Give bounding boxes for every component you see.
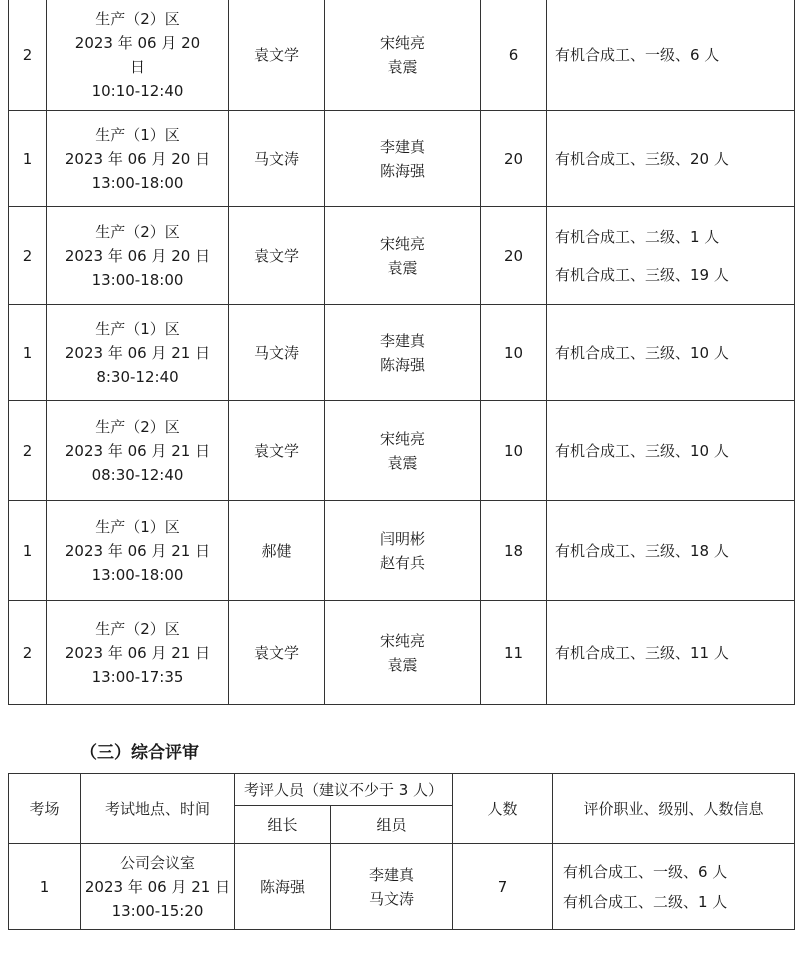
member-name: 宋纯亮 <box>379 33 425 52</box>
review-members <box>331 844 453 930</box>
exam-info <box>547 401 795 501</box>
member-name: 李建真 <box>379 331 425 350</box>
room-number: 2 <box>9 401 47 501</box>
room-number: 2 <box>9 0 47 111</box>
header-count: 人数 <box>453 774 553 844</box>
exam-info-line: 有机合成工、二级、1 人 <box>555 227 720 246</box>
place-time <box>47 501 229 601</box>
exam-time: 08:30-12:40 <box>91 465 184 484</box>
member-name: 袁震 <box>387 655 418 674</box>
exam-date: 2023 年 06 月 20 日 <box>64 149 211 168</box>
review-room: 1 <box>9 844 81 930</box>
exam-info-line: 有机合成工、三级、10 人 <box>555 441 729 460</box>
member-name: 陈海强 <box>379 355 425 374</box>
schedule-row <box>9 111 795 207</box>
header-place-time: 考试地点、时间 <box>81 774 235 844</box>
group-members <box>325 207 481 305</box>
review-info-line: 有机合成工、一级、6 人 <box>563 862 728 881</box>
exam-place: 生产（2）区 <box>95 9 180 28</box>
candidate-count: 10 <box>481 305 547 401</box>
candidate-count: 18 <box>481 501 547 601</box>
schedule-row <box>9 207 795 305</box>
review-time: 13:00-15:20 <box>111 901 204 920</box>
exam-place: 生产（1）区 <box>95 125 180 144</box>
exam-info <box>547 207 795 305</box>
review-date: 2023 年 06 月 21 日 <box>84 877 231 896</box>
exam-info <box>547 0 795 111</box>
exam-info-line: 有机合成工、三级、10 人 <box>555 343 729 362</box>
exam-info-line: 有机合成工、三级、20 人 <box>555 149 729 168</box>
room-number: 1 <box>9 305 47 401</box>
member-name: 袁震 <box>387 453 418 472</box>
group-members <box>325 0 481 111</box>
member-name: 宋纯亮 <box>379 234 425 253</box>
exam-date: 2023 年 06 月 20 日 <box>64 246 211 265</box>
place-time <box>47 111 229 207</box>
place-time <box>47 207 229 305</box>
group-members <box>325 401 481 501</box>
exam-place: 生产（2）区 <box>95 222 180 241</box>
schedule-row <box>9 501 795 601</box>
review-count: 7 <box>453 844 553 930</box>
exam-time: 8:30-12:40 <box>96 367 179 386</box>
group-leader: 马文涛 <box>229 111 325 207</box>
exam-date: 2023 年 06 月 21 日 <box>64 441 211 460</box>
review-member: 马文涛 <box>368 889 414 908</box>
exam-date: 2023 年 06 月 21 日 <box>64 541 211 560</box>
group-leader: 袁文学 <box>229 601 325 705</box>
member-name: 宋纯亮 <box>379 429 425 448</box>
group-leader: 袁文学 <box>229 0 325 111</box>
member-name: 李建真 <box>379 137 425 156</box>
exam-place: 生产（1）区 <box>95 517 180 536</box>
exam-info-line: 有机合成工、一级、6 人 <box>555 45 720 64</box>
review-table <box>8 773 795 930</box>
candidate-count: 10 <box>481 401 547 501</box>
section-title: （三）综合评审 <box>80 743 199 763</box>
review-info <box>553 844 795 930</box>
exam-time: 13:00-18:00 <box>91 173 184 192</box>
place-time <box>47 601 229 705</box>
member-name: 袁震 <box>387 57 418 76</box>
candidate-count: 11 <box>481 601 547 705</box>
exam-info-line: 有机合成工、三级、18 人 <box>555 541 729 560</box>
exam-info <box>547 305 795 401</box>
review-member: 李建真 <box>368 865 414 884</box>
group-members <box>325 501 481 601</box>
member-name: 闫明彬 <box>379 529 425 548</box>
group-members <box>325 601 481 705</box>
review-leader: 陈海强 <box>235 844 331 930</box>
member-name: 陈海强 <box>379 161 425 180</box>
review-place-time <box>81 844 235 930</box>
header-leader: 组长 <box>235 806 331 844</box>
group-leader: 郝健 <box>229 501 325 601</box>
candidate-count: 20 <box>481 207 547 305</box>
member-name: 宋纯亮 <box>379 631 425 650</box>
candidate-count: 20 <box>481 111 547 207</box>
exam-date: 2023 年 06 月 20 <box>74 33 201 52</box>
schedule-row <box>9 0 795 111</box>
exam-time: 10:10-12:40 <box>91 81 184 100</box>
schedule-row <box>9 401 795 501</box>
place-time <box>47 305 229 401</box>
exam-info <box>547 501 795 601</box>
place-time <box>47 0 229 111</box>
member-name: 袁震 <box>387 258 418 277</box>
exam-date: 2023 年 06 月 21 日 <box>64 643 211 662</box>
exam-info-line: 有机合成工、三级、19 人 <box>555 265 729 284</box>
room-number: 2 <box>9 601 47 705</box>
group-leader: 马文涛 <box>229 305 325 401</box>
header-reviewers: 考评人员（建议不少于 3 人） <box>235 774 453 806</box>
room-number: 1 <box>9 111 47 207</box>
header-members: 组员 <box>331 806 453 844</box>
schedule-row <box>9 601 795 705</box>
exam-info-line: 有机合成工、三级、11 人 <box>555 643 729 662</box>
room-number: 1 <box>9 501 47 601</box>
candidate-count: 6 <box>481 0 547 111</box>
exam-date-tail: 日 <box>129 57 145 76</box>
group-leader: 袁文学 <box>229 401 325 501</box>
exam-place: 生产（2）区 <box>95 417 180 436</box>
room-number: 2 <box>9 207 47 305</box>
header-room: 考场 <box>9 774 81 844</box>
exam-place: 生产（2）区 <box>95 619 180 638</box>
group-members <box>325 305 481 401</box>
exam-place: 生产（1）区 <box>95 319 180 338</box>
place-time <box>47 401 229 501</box>
member-name: 赵有兵 <box>379 553 425 572</box>
exam-time: 13:00-17:35 <box>91 667 184 686</box>
group-members <box>325 111 481 207</box>
exam-info <box>547 111 795 207</box>
exam-time: 13:00-18:00 <box>91 565 184 584</box>
group-leader: 袁文学 <box>229 207 325 305</box>
exam-info <box>547 601 795 705</box>
schedule-table <box>8 0 795 705</box>
header-info: 评价职业、级别、人数信息 <box>553 774 795 844</box>
schedule-row <box>9 305 795 401</box>
exam-time: 13:00-18:00 <box>91 270 184 289</box>
review-place: 公司会议室 <box>119 853 195 872</box>
exam-date: 2023 年 06 月 21 日 <box>64 343 211 362</box>
review-info-line: 有机合成工、二级、1 人 <box>563 892 728 911</box>
